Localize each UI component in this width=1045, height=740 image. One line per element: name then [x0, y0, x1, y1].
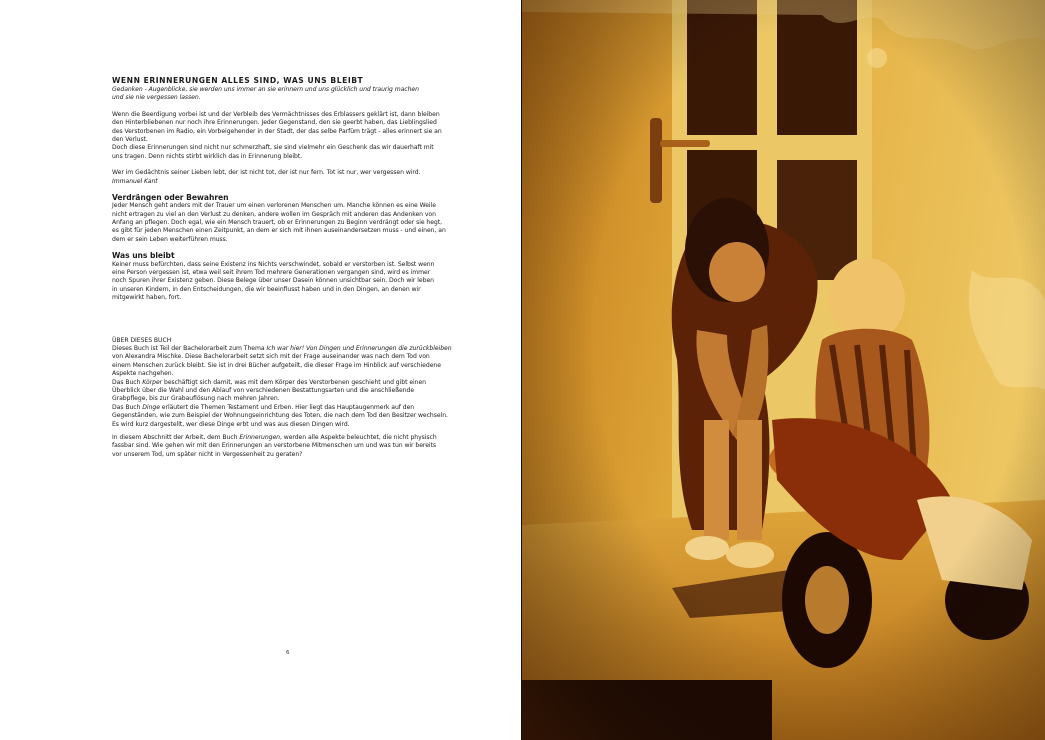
text-line: Jeder Mensch geht anders mit der Trauer um einen verlorenen Menschen um. Manche können es eine Weile — [112, 202, 436, 210]
text-line: den Verlust. — [112, 136, 148, 144]
text-line: Grabpflege, bis zur Grabauflösung nach mehren Jahren. — [112, 395, 280, 403]
text-line: es gibt für jeden Menschen einen Zeitpunkt, an dem er sich mit ihnen auseinandersetzen muss - und einen, an — [112, 227, 446, 235]
section-verdraengen-body — [112, 202, 468, 244]
text-line: Das Buch Körper beschäftigt sich damit, was mit dem Körper des Verstorbenen geschieht und gibt einen — [112, 378, 426, 386]
quote-text: Wer im Gedächtnis seiner Lieben lebt, der ist nicht tot, der ist nur fern. Tot ist nur, wer vergessen wird. — [112, 169, 421, 177]
text-line: uns tragen. Denn nichts stirbt wirklich das in Erinnerung bleibt. — [112, 152, 303, 160]
page-number: 6 — [286, 650, 290, 656]
text-line: des Verstorbenen im Radio, ein Vorbeigehender in der Stadt, der das selbe Parfüm trägt - alles erinnert sie an — [112, 127, 442, 135]
photo-illustration — [522, 0, 1045, 740]
text-line: Gegenständen, wie zum Beispiel der Wohnungseinrichtung des Toten, die nach dem Tod den Besitzer wechseln. — [112, 412, 448, 420]
text-line: von Alexandra Mischke. Diese Bachelorarbeit setzt sich mit der Frage auseinander was nach dem Tod von — [112, 353, 430, 361]
text-line: in unseren Kindern, in den Entscheidungen, die wir beeinflusst haben und in den Dingen, an denen wir — [112, 285, 421, 293]
left-page — [0, 0, 522, 740]
text-line: Überblick über die Wahl und den Ablauf von verschiedenen Bestattungsarten und die anschließende — [112, 386, 415, 394]
text-line: Doch diese Erinnerungen sind nicht nur schmerzhaft, sie sind vielmehr ein Geschenk das wir dauerhaft mit — [112, 144, 434, 152]
text-line: einem Menschen zurück bleibt. Sie ist in drei Bücher aufgeteilt, die dieser Frage im Hinblick auf verschiedene — [112, 361, 441, 369]
section-heading-was-uns-bleibt: Was uns bleibt — [112, 251, 175, 261]
text-column — [112, 76, 468, 459]
intro-paragraph — [112, 111, 468, 161]
text-line: Das Buch Dinge erläutert die Themen Testament und Erben. Hier liegt das Hauptaugenmerk auf den — [112, 403, 415, 411]
text-line: den Hinterbliebenen nur noch ihre Erinnerungen. Jeder Gegenstand, den sie geerbt haben, das Lieblingslied — [112, 119, 437, 127]
text-line: Wenn die Beerdigung vorbei ist und der Verbleib des Vermächtnisses des Erblassers geklärt ist, dann bleiben — [112, 110, 440, 118]
section-was-uns-bleibt-body — [112, 261, 468, 303]
subtitle-line: und sie nie vergessen lassen. — [112, 94, 201, 102]
text-line: Es wird kurz dargestellt, wer diese Dinge erbt und was aus diesen Dingen wird. — [112, 420, 350, 428]
page-title: WENN ERINNERUNGEN ALLES SIND, WAS UNS BLEIBT — [112, 76, 364, 85]
text-line: Aspekte nachgehen. — [112, 370, 174, 378]
quote-author: Immanuel Kant — [112, 177, 158, 185]
text-line: fassbar sind. Wie gehen wir mit den Erinnerungen an verstorbene Mitmenschen um und was tun wir bereits — [112, 442, 437, 450]
about-body — [112, 345, 468, 459]
text-line: In diesem Abschnitt der Arbeit, dem Buch Erinnerungen, werden alle Aspekte beleuchtet, die nicht physisch — [112, 434, 437, 441]
text-line: Dieses Buch ist Teil der Bachelorarbeit zum Thema Ich war hier! Von Dingen und Erinnerungen die zurückbleiben — [112, 344, 452, 352]
about-heading: ÜBER DIESES BUCH — [112, 336, 172, 344]
text-line: Keiner muss befürchten, dass seine Existenz ins Nichts verschwindet, sobald er verstorben ist. Selbst wenn — [112, 260, 435, 268]
subtitle-line: Gedanken - Augenblicke, sie werden uns immer an sie erinnern und uns glücklich und traurig machen — [112, 86, 419, 93]
section-heading-verdraengen: Verdrängen oder Bewahren — [112, 193, 229, 203]
text-line: Anfang an pflegen. Doch egal, wie ein Mensch trauert, ob er Erinnerungen zu Beginn verdrängt oder sie hegt, — [112, 219, 442, 227]
text-line: noch Spuren ihrer Existenz geben. Diese Belege über unser Dasein können unsichtbar sein. Doch wir leben — [112, 277, 434, 285]
text-line: nicht ertragen zu viel an den Verlust zu denken, andere wollen im Gespräch mit anderen das Andenken von — [112, 210, 436, 218]
text-line: eine Person vergessen ist, etwa weil seit ihrem Tod mehrere Generationen vergangen sind, wird es immer — [112, 268, 431, 276]
vintage-photo — [522, 0, 1045, 740]
text-line: vor unserem Tod, um später nicht in Vergessenheit zu geraten? — [112, 450, 303, 458]
text-line: mitgewirkt haben, fort. — [112, 294, 182, 302]
text-line: dem er sein Leben weiterführen muss. — [112, 235, 228, 243]
